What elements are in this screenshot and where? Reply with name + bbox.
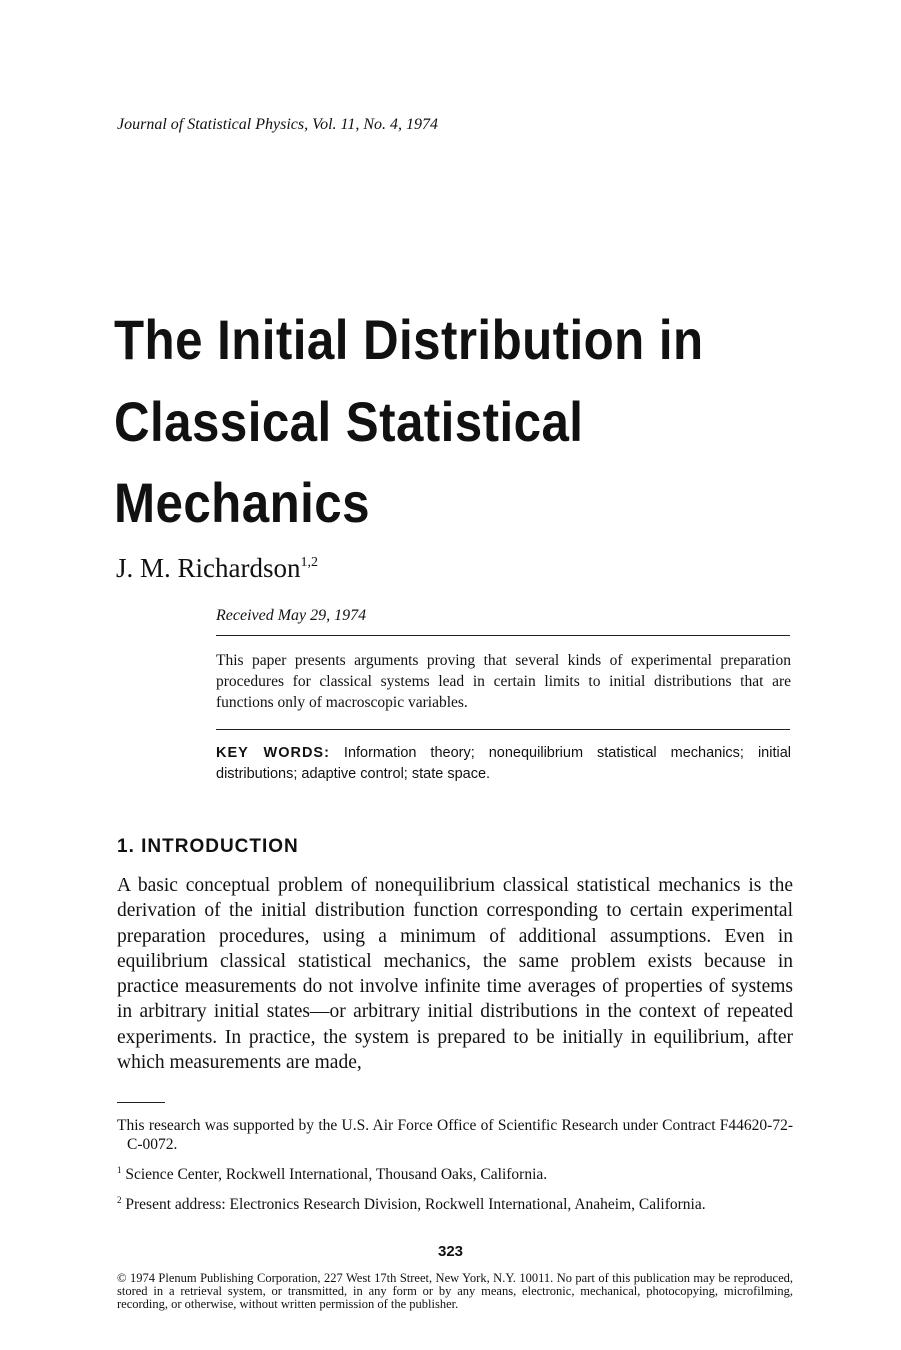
paper-title-line-2: Classical Statistical	[114, 390, 584, 453]
keywords-text: Information theory; nonequilibrium statistical mechanics; initial distributions; adaptive control; state space.	[216, 745, 791, 782]
footnote-rule	[117, 1102, 165, 1103]
body-paragraph: A basic conceptual problem of nonequilibrium classical statistical mechanics is the derivation of the initial distribution function corresponding to certain experimental preparation procedures, using a minimum of additional assumptions. Even in equilibrium classical statistical mechanics, the same problem exists because in practice measurements do not involve infinite time averages of properties of systems in arbitrary initial states—or arbitrary initial distributions in the context of repeated experiments. In practice, the system is prepared to be initially in equilibrium, after which measurements are made,	[117, 875, 793, 1074]
section-heading: 1. INTRODUCTION	[117, 836, 299, 857]
journal-citation: Journal of Statistical Physics, Vol. 11, No. 4, 1974	[117, 116, 439, 133]
footnote-1	[117, 1161, 793, 1184]
abstract-bottom-rule	[216, 729, 790, 730]
footnote-2-mark: 2	[117, 1195, 122, 1206]
keywords-label: KEY WORDS:	[216, 745, 330, 761]
abstract: This paper presents arguments proving that several kinds of experimental preparation procedures for classical systems lead in certain limits to initial distributions that are functions only of macroscopic variables.	[216, 652, 791, 711]
keywords	[216, 743, 791, 785]
footnote-1-mark: 1	[117, 1165, 122, 1175]
footnote-funding: This research was supported by the U.S. Air Force Office of Scientific Research under Contract F44620-72-C-0072.	[117, 1117, 793, 1153]
paper-title-line-1: The Initial Distribution in	[114, 308, 704, 371]
footnote-2-text: Present address: Electronics Research Division, Rockwell International, Anaheim, California.	[125, 1196, 706, 1214]
paper-title-line-3: Mechanics	[114, 471, 370, 534]
abstract-top-rule	[216, 635, 790, 636]
received-date: Received May 29, 1974	[216, 607, 367, 624]
author	[116, 553, 318, 584]
page-number: 323	[437, 1243, 464, 1260]
footnote-2	[117, 1191, 793, 1214]
footnotes	[117, 1116, 793, 1214]
copyright-notice: © 1974 Plenum Publishing Corporation, 227 West 17th Street, New York, N.Y. 10011. No part of this publication may be reproduced, stored in a retrieval system, or transmitted, in any form or by any means, electronic, mechanical, photocopying, microfilming, recording, or otherwise, without written permission of the publisher.	[117, 1271, 793, 1311]
author-name: J. M. Richardson	[116, 553, 301, 583]
footnote-1-text: Science Center, Rockwell International, Thousand Oaks, California.	[125, 1166, 548, 1184]
author-affiliation-marks: 1,2	[300, 555, 318, 570]
